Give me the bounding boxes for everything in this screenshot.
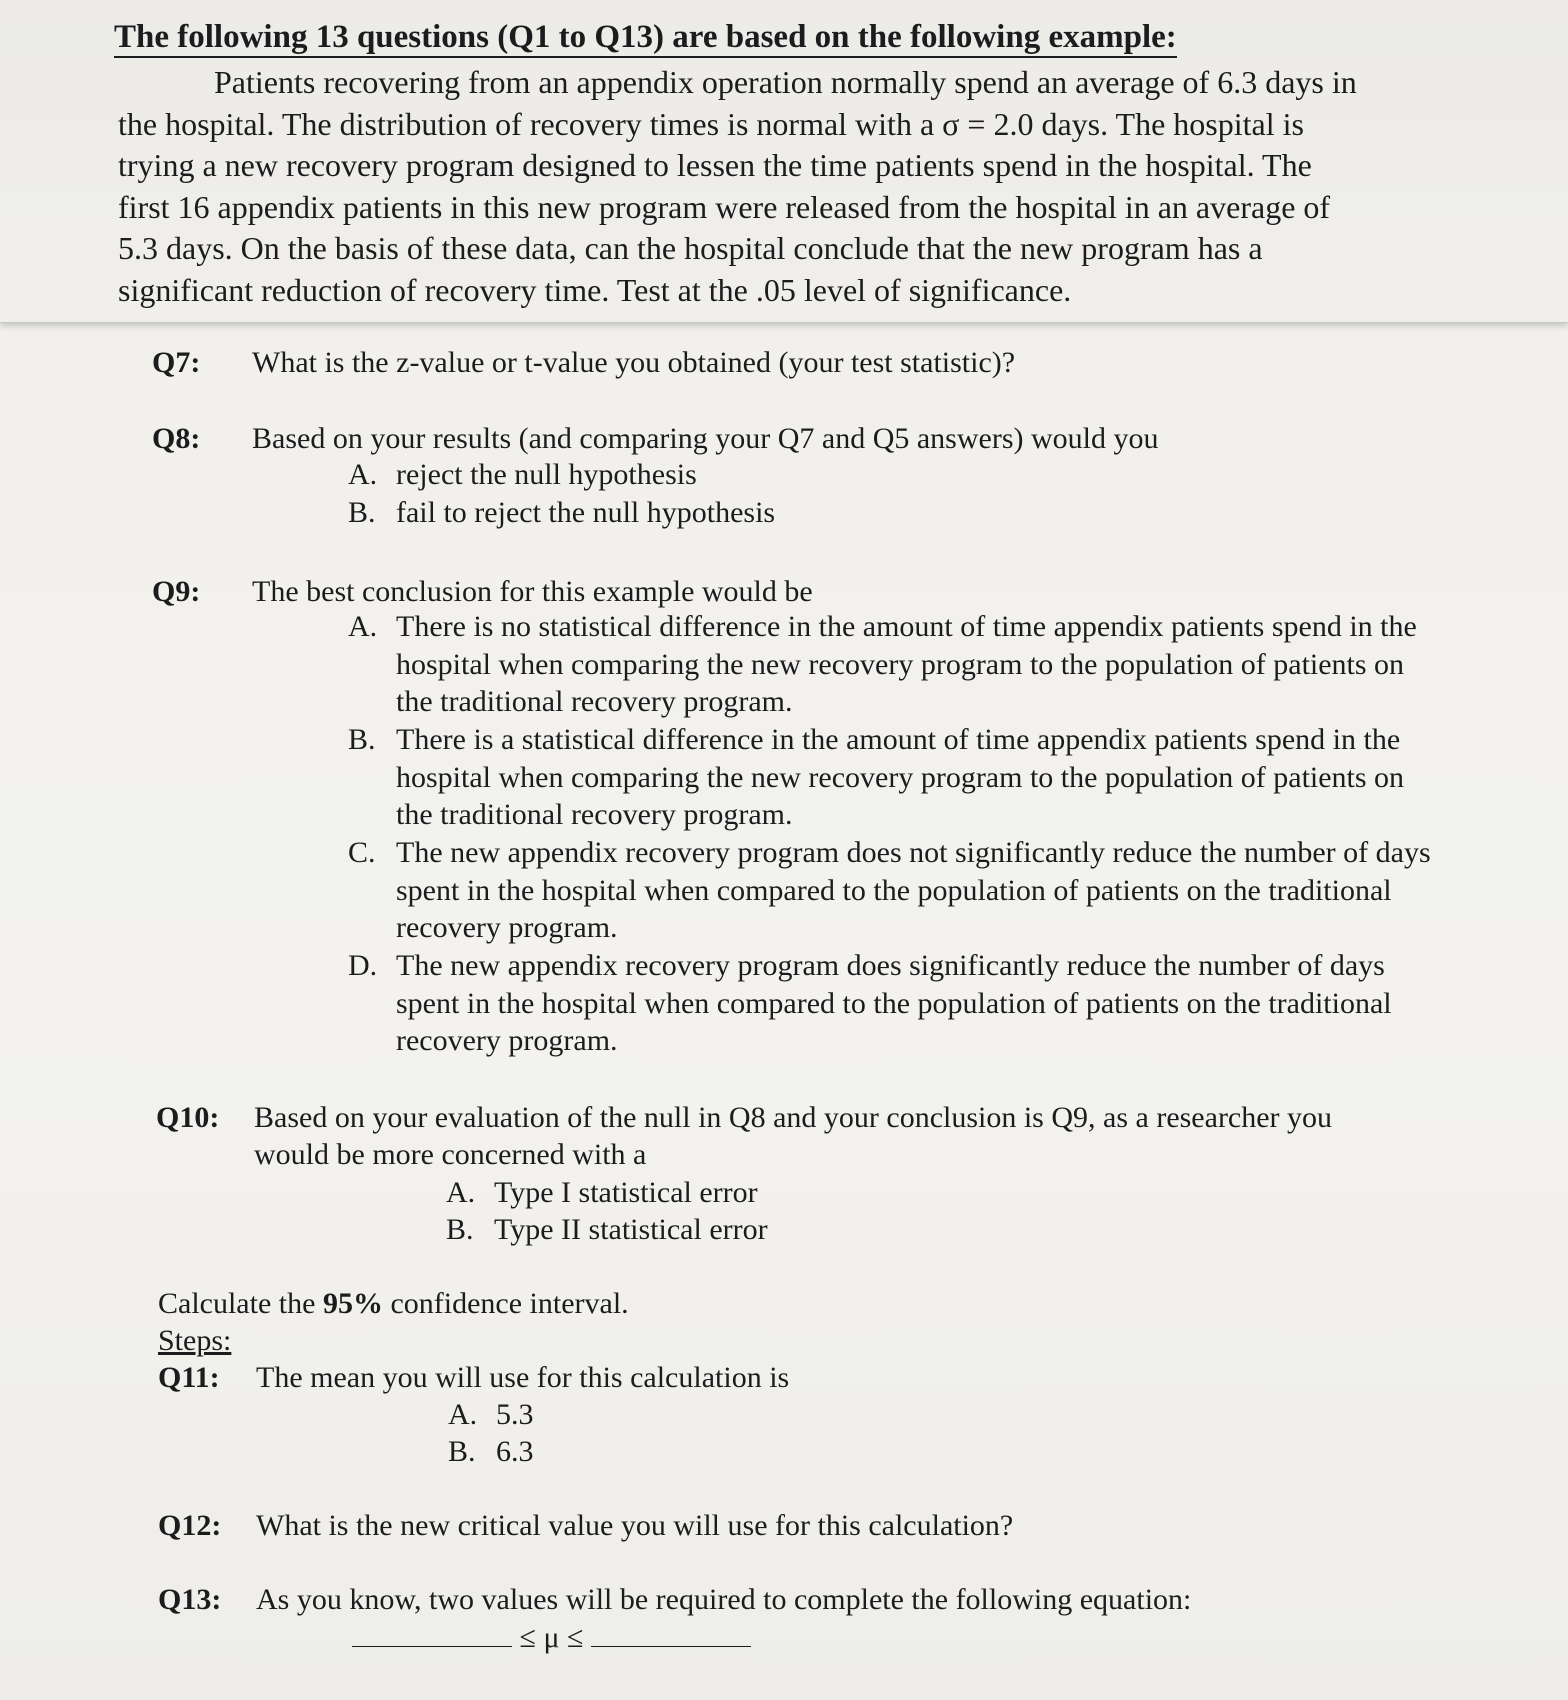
ci-equation [352, 1620, 751, 1656]
question-text: The best conclusion for this example would be [252, 575, 813, 608]
intro-line: trying a new recovery program designed to lessen the time patients spend in the hospital. The [118, 147, 1312, 183]
option-text: There is a statistical difference in the amount of time appendix patients spend in the hospital when comparing the new recovery program to the population of patients on the traditional recovery program. [396, 723, 1405, 831]
intro-line: significant reduction of recovery time. Test at the .05 level of significance. [118, 271, 1072, 308]
option-text: reject the null hypothesis [396, 458, 697, 491]
question-label: Q10: [156, 1101, 220, 1134]
intro-line: Patients recovering from an appendix operation normally spend an average of 6.3 days in [214, 64, 1357, 100]
question-text: What is the new critical value you will use for this calculation? [256, 1509, 1014, 1542]
question-label: Q9: [152, 575, 201, 608]
steps-heading: Steps: [158, 1324, 232, 1357]
question-text: As you know, two values will be required to complete the following equation: [256, 1583, 1192, 1616]
ci-suffix: confidence interval. [382, 1287, 629, 1320]
question-text: Based on your evaluation of the null in Q8 and your conclusion is Q9, as a researcher you [254, 1101, 1333, 1134]
ci-level: 95% [322, 1287, 383, 1320]
lower-bound-blank[interactable] [352, 1620, 512, 1647]
option-letter: A. [446, 1176, 476, 1209]
question-label: Q11: [158, 1361, 220, 1394]
example-sheet [0, 0, 1568, 323]
option-letter: B. [448, 1435, 476, 1468]
intro-line: first 16 appendix patients in this new program were released from the hospital in an average of [118, 188, 1331, 225]
upper-bound-blank[interactable] [591, 1620, 751, 1647]
option-letter: A. [448, 1398, 478, 1431]
option-letter: B. [446, 1213, 474, 1246]
option-letter: A. [348, 458, 378, 491]
option-text: 6.3 [496, 1435, 534, 1468]
question-text: The mean you will use for this calculation is [256, 1361, 790, 1394]
ci-instruction [158, 1286, 629, 1322]
question-text: Based on your results (and comparing your Q7 and Q5 answers) would you [252, 422, 1159, 455]
page-title: The following 13 questions (Q1 to Q13) are based on the following example: [114, 18, 1177, 58]
option-letter: C. [348, 836, 376, 869]
option-text: There is no statistical difference in the amount of time appendix patients spend in the hospital when comparing the new recovery program to the population of patients on the traditional recovery program. [396, 610, 1417, 718]
example-paragraph [118, 62, 1428, 311]
option-letter: B. [348, 723, 376, 756]
question-label: Q8: [152, 422, 201, 455]
ci-prefix: Calculate the [158, 1287, 323, 1320]
option-text: The new appendix recovery program does not significantly reduce the number of days spent in the hospital when compared to the population of patients on the traditional recovery program. [396, 836, 1431, 944]
question-label: Q12: [158, 1509, 222, 1542]
option-text: Type I statistical error [494, 1176, 758, 1209]
question-text: What is the z-value or t-value you obtained (your test statistic)? [252, 346, 1016, 379]
option-letter: B. [348, 496, 376, 529]
question-label: Q13: [158, 1583, 222, 1616]
option-text: Type II statistical error [494, 1213, 768, 1246]
option-text: fail to reject the null hypothesis [396, 496, 776, 529]
option-text: The new appendix recovery program does significantly reduce the number of days spent in the hospital when compared to the population of patients on the traditional recovery program. [396, 949, 1392, 1057]
option-letter: D. [348, 949, 378, 982]
question-text-continued: would be more concerned with a [254, 1138, 647, 1171]
intro-line: the hospital. The distribution of recovery times is normal with a σ = 2.0 days. The hospital is [118, 105, 1304, 142]
question-label: Q7: [152, 346, 201, 379]
intro-line: 5.3 days. On the basis of these data, can the hospital conclude that the new program has a [118, 230, 1263, 266]
option-text: 5.3 [496, 1398, 534, 1431]
equation-symbols: ≤ μ ≤ [519, 1621, 584, 1654]
option-letter: A. [348, 610, 378, 643]
